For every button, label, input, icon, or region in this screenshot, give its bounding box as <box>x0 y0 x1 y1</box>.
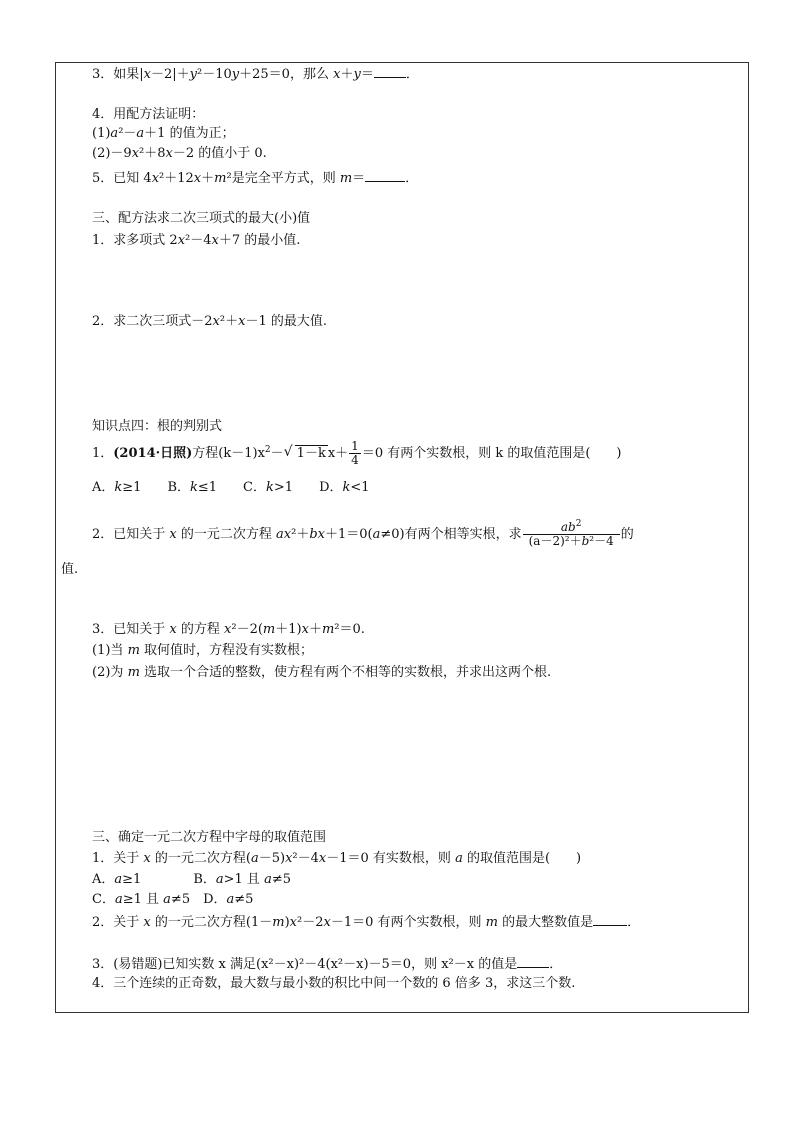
section-3b-question-1-options-ab: A．a≥1 B．a>1 且 a≠5 <box>92 872 292 887</box>
fraction-one-quarter: $\frac{1}{4}$ <box>351 439 359 467</box>
section-3b-question-4: 4．三个连续的正奇数，最大数与最小数的积比中间一个数的 6 倍多 3，求这三个数. <box>92 976 576 991</box>
section-3-title: 三、配方法求二次三项式的最大(小)值 <box>92 211 311 226</box>
k4-question-3-part-1: (1)当 m 取何值时，方程没有实数根； <box>92 643 314 658</box>
answer-blank[interactable] <box>593 913 627 926</box>
section-3-question-2: 2．求二次三项式－2x²＋x－1 的最大值. <box>92 314 327 329</box>
k4-question-1-options: A．k≥1 B．k≤1 C．k>1 D．k<1 <box>92 480 370 495</box>
section-3b-question-1: 1．关于 x 的一元二次方程(a－5)x²－4x－1＝0 有实数根，则 a 的取值范围是( ) <box>92 851 582 866</box>
question-4-part-1: (1)a²－a＋1 的值为正； <box>92 126 235 141</box>
question-5: 5．已知 4x²＋12x＋m²是完全平方式，则 m＝ ． <box>92 171 419 186</box>
knowledge-point-4-title: 知识点四：根的判别式 <box>92 419 223 434</box>
answer-blank[interactable] <box>374 65 406 78</box>
fraction-ab2-expression: $\frac{ab^2}{\text{(a－2)²＋b²－4}}$ <box>523 521 620 548</box>
section-3b-question-1-options-cd: C．a≥1 且 a≠5 D．a≠5 <box>92 892 254 907</box>
k4-question-2: 2．已知关于 x 的一元二次方程 ax²＋bx＋1＝0(a≠0)有两个相等实根，求 $\frac{ab^2}{\text{(a－2)²＋b²－4}}$ 的 <box>92 519 634 548</box>
answer-blank[interactable] <box>517 955 549 968</box>
k4-question-3: 3．已知关于 x 的方程 x²－2(m＋1)x＋m²＝0. <box>92 622 365 637</box>
question-4-title: 4．用配方法证明： <box>92 107 205 122</box>
k4-question-2-continued: 值. <box>61 562 79 577</box>
section-3b-question-3: 3．(易错题)已知实数 x 满足(x²－x)²－4(x²－x)－5＝0，则 x²－x 的值是 ． <box>92 957 563 972</box>
k4-question-1: 1．(2014·日照)方程$(k-1)x^2-$ √ 1－k x＋ $\frac{1}{4}$ ＝0 有两个实数根，则 k 的取值范围是( ) <box>92 439 622 467</box>
question-3-absolute-value: 3．如果|x－2|＋y²－10y＋25＝0，那么 x＋y＝ ． <box>92 67 419 82</box>
k4-question-3-part-2: (2)为 m 选取一个合适的整数，使方程有两个不相等的实数根，并求出这两个根. <box>92 665 552 680</box>
question-4-part-2: (2)－9x²＋8x－2 的值小于 0. <box>92 146 267 161</box>
sqrt-expression: √ 1－k <box>283 444 326 461</box>
section-3b-title: 三、确定一元二次方程中字母的取值范围 <box>92 830 327 845</box>
answer-blank[interactable] <box>365 169 405 182</box>
section-3-question-1: 1．求多项式 2x²－4x＋7 的最小值. <box>92 233 301 248</box>
section-3b-question-2: 2．关于 x 的一元二次方程(1－m)x²－2x－1＝0 有两个实数根，则 m 的最大整数值是 ． <box>92 915 641 930</box>
